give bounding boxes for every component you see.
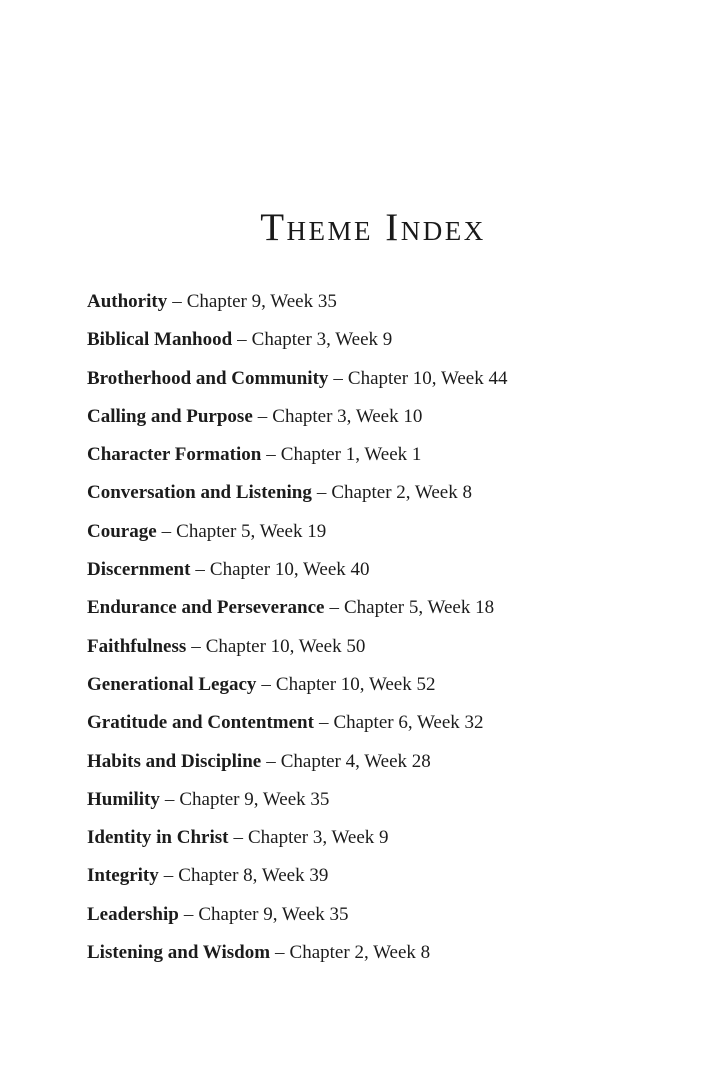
index-entry [87,938,697,976]
index-entry-term: Endurance and Perseverance [87,597,325,619]
index-entry-term: Habits and Discipline [87,750,262,772]
index-entry-separator: – [266,444,276,466]
index-entry-reference: Chapter 9, Week 35 [179,788,330,810]
index-entry-term: Generational Legacy [87,673,257,695]
index-entry-reference: Chapter 8, Week 39 [178,865,329,887]
index-entry-term: Calling and Purpose [87,405,253,427]
theme-index-list [87,287,697,976]
index-entry-separator: – [172,291,182,312]
index-entry-reference: Chapter 3, Week 10 [272,405,423,427]
index-entry-separator: – [195,559,205,581]
index-entry-reference: Chapter 6, Week 32 [333,712,484,734]
index-entry-separator: – [333,367,343,389]
index-entry-separator: – [163,865,174,887]
index-entry-separator: – [329,597,339,619]
index-entry-separator: – [266,750,276,772]
index-entry [87,325,697,363]
index-entry-term: Discernment [87,559,191,581]
index-entry-reference: Chapter 10, Week 52 [275,673,436,695]
index-entry-reference: Chapter 4, Week 28 [280,750,431,772]
index-entry [87,593,697,631]
index-entry-term: Authority [87,291,168,312]
index-entry [87,785,697,823]
index-entry-separator: – [183,903,194,925]
index-entry [87,440,697,478]
index-entry-term: Brotherhood and Community [87,367,329,389]
index-entry-reference: Chapter 9, Week 35 [186,291,337,312]
index-entry [87,364,697,402]
index-entry [87,823,697,861]
index-entry-reference: Chapter 10, Week 40 [209,559,370,581]
index-entry-term: Character Formation [87,444,262,466]
index-entry [87,670,697,708]
index-entry-reference: Chapter 2, Week 8 [289,942,431,964]
index-entry-reference: Chapter 2, Week 8 [331,482,472,504]
index-entry [87,402,697,440]
index-entry-term: Courage [87,520,157,542]
index-entry-reference: Chapter 10, Week 50 [205,635,366,657]
index-entry-reference: Chapter 1, Week 1 [280,444,422,466]
index-entry [87,861,697,899]
index-entry-term: Faithfulness [87,635,187,657]
index-entry-separator: – [237,329,247,351]
index-entry [87,287,697,325]
index-entry-separator: – [191,635,201,657]
index-entry-separator: – [161,520,172,542]
index-entry-separator: – [275,942,285,964]
index-entry-reference: Chapter 3, Week 9 [247,827,389,849]
index-entry-term: Identity in Christ [87,827,229,849]
index-entry-term: Gratitude and Contentment [87,712,314,734]
index-entry [87,517,697,555]
index-entry-reference: Chapter 9, Week 35 [198,903,349,925]
index-entry-term: Integrity [87,865,159,887]
index-entry [87,708,697,746]
index-entry-separator: – [261,673,271,695]
index-entry-term: Leadership [87,903,179,925]
index-entry-term: Conversation and Listening [87,482,312,504]
index-entry-term: Humility [87,788,160,810]
index-entry-reference: Chapter 10, Week 44 [347,367,508,389]
index-entry-reference: Chapter 5, Week 18 [343,597,495,619]
index-entry [87,555,697,593]
index-entry-term: Biblical Manhood [87,329,233,351]
index-entry [87,478,697,516]
page-title: Theme Index [260,206,486,249]
index-entry-term: Listening and Wisdom [87,942,271,964]
index-entry-separator: – [233,827,243,849]
index-entry [87,900,697,938]
index-entry-separator: – [318,712,329,734]
index-entry-separator: – [164,788,175,810]
index-entry-separator: – [257,405,268,427]
index-entry-separator: – [316,482,327,504]
index-entry [87,632,697,670]
index-entry-reference: Chapter 3, Week 9 [251,329,393,351]
index-entry-reference: Chapter 5, Week 19 [176,520,327,542]
index-entry [87,747,697,785]
